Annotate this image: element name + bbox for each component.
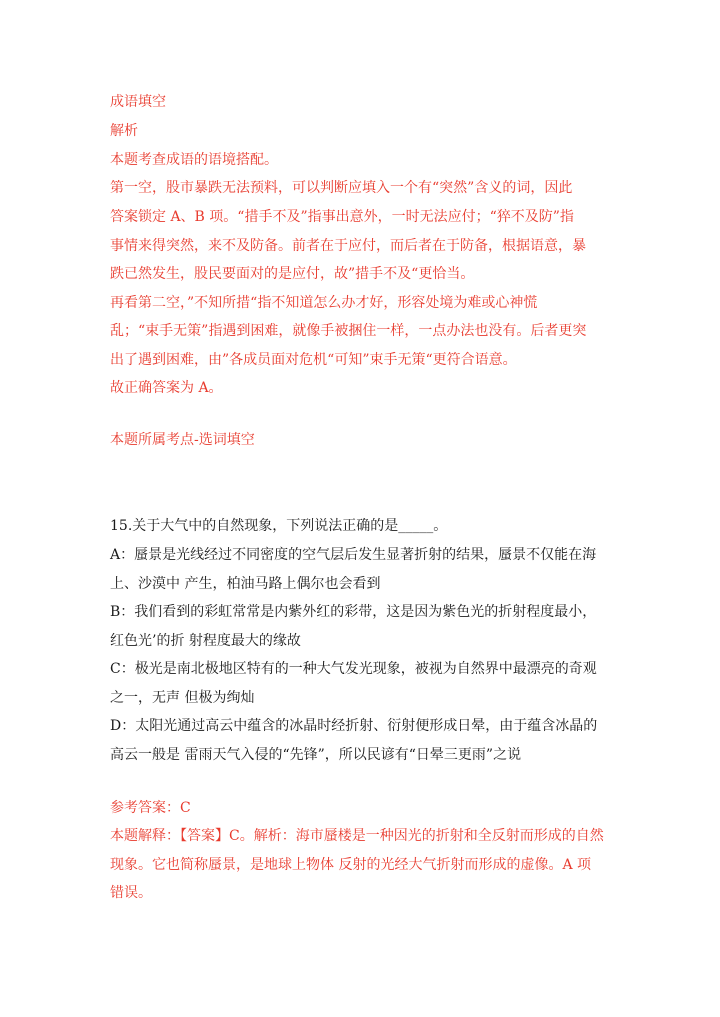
analysis-paragraph-1-line-4: 跌已然发生，股民要面对的是应付，故”措手不及“更恰当。	[110, 266, 475, 282]
option-d-line-2: 高云一般是 雷雨天气入侵的“先锋”，所以民谚有“日晕三更雨”之说	[110, 747, 522, 763]
explanation-line-1: 本题解释：【答案】C。解析：海市蜃楼是一种因光的折射和全反射而形成的自然	[110, 828, 604, 844]
option-b-line-1: B：我们看到的彩虹常常是内紫外红的彩带，这是因为紫色光的折射程度最小，	[110, 604, 597, 620]
analysis-paragraph-1-line-1: 第一空，股市暴跌无法预料，可以判断应填入一个有“突然”含义的词，因此	[110, 180, 573, 196]
reference-answer: 参考答案：C	[110, 800, 191, 816]
analysis-paragraph-1-line-3: 事情来得突然，来不及防备。前者在于应付，而后者在于防备，根据语意，暴	[110, 238, 586, 254]
option-c-line-1: C：极光是南北极地区特有的一种大气发光现象，被视为自然界中最漂亮的奇观	[110, 661, 597, 677]
explanation-line-2: 现象。它也简称蜃景，是地球上物体 反射的光经大气折射而形成的虚像。A 项	[110, 857, 592, 873]
option-c-line-2: 之一，无声 但极为绚灿	[110, 690, 255, 706]
analysis-label: 解析	[110, 123, 138, 139]
analysis-intro: 本题考查成语的语境搭配。	[110, 152, 278, 168]
option-a-line-1: A：蜃景是光线经过不同密度的空气层后发生显著折射的结果，蜃景不仅能在海	[110, 547, 597, 563]
option-b-line-2: 红色光’的折 射程度最大的缘故	[110, 633, 301, 649]
analysis-paragraph-1-line-2: 答案锁定 A、B 项。“措手不及”指事出意外，一时无法应付；“猝不及防”指	[110, 209, 574, 225]
option-a-line-2: 上、沙漠中 产生，柏油马路上偶尔也会看到	[110, 576, 381, 592]
analysis-paragraph-2-line-1: 再看第二空，”不知所措“指不知道怎么办才好，形容处境为难或心神慌	[110, 295, 538, 311]
analysis-paragraph-2-line-3: 出了遇到困难，由”各成员面对危机“可知”束手无策“更符合语意。	[110, 352, 517, 368]
analysis-paragraph-2-line-2: 乱；“束手无策”指遇到困难，就像手被捆住一样，一点办法也没有。后者更突	[110, 323, 587, 339]
question-stem: 15.关于大气中的自然现象，下列说法正确的是_____。	[110, 518, 448, 534]
section-heading: 成语填空	[110, 94, 166, 110]
analysis-conclusion: 故正确答案为 A。	[110, 380, 223, 396]
option-d-line-1: D：太阳光通过高云中蕴含的冰晶时经折射、衍射便形成日晕，由于蕴含冰晶的	[110, 718, 598, 734]
knowledge-point: 本题所属考点-选词填空	[110, 432, 255, 448]
explanation-line-3: 错误。	[110, 885, 152, 901]
